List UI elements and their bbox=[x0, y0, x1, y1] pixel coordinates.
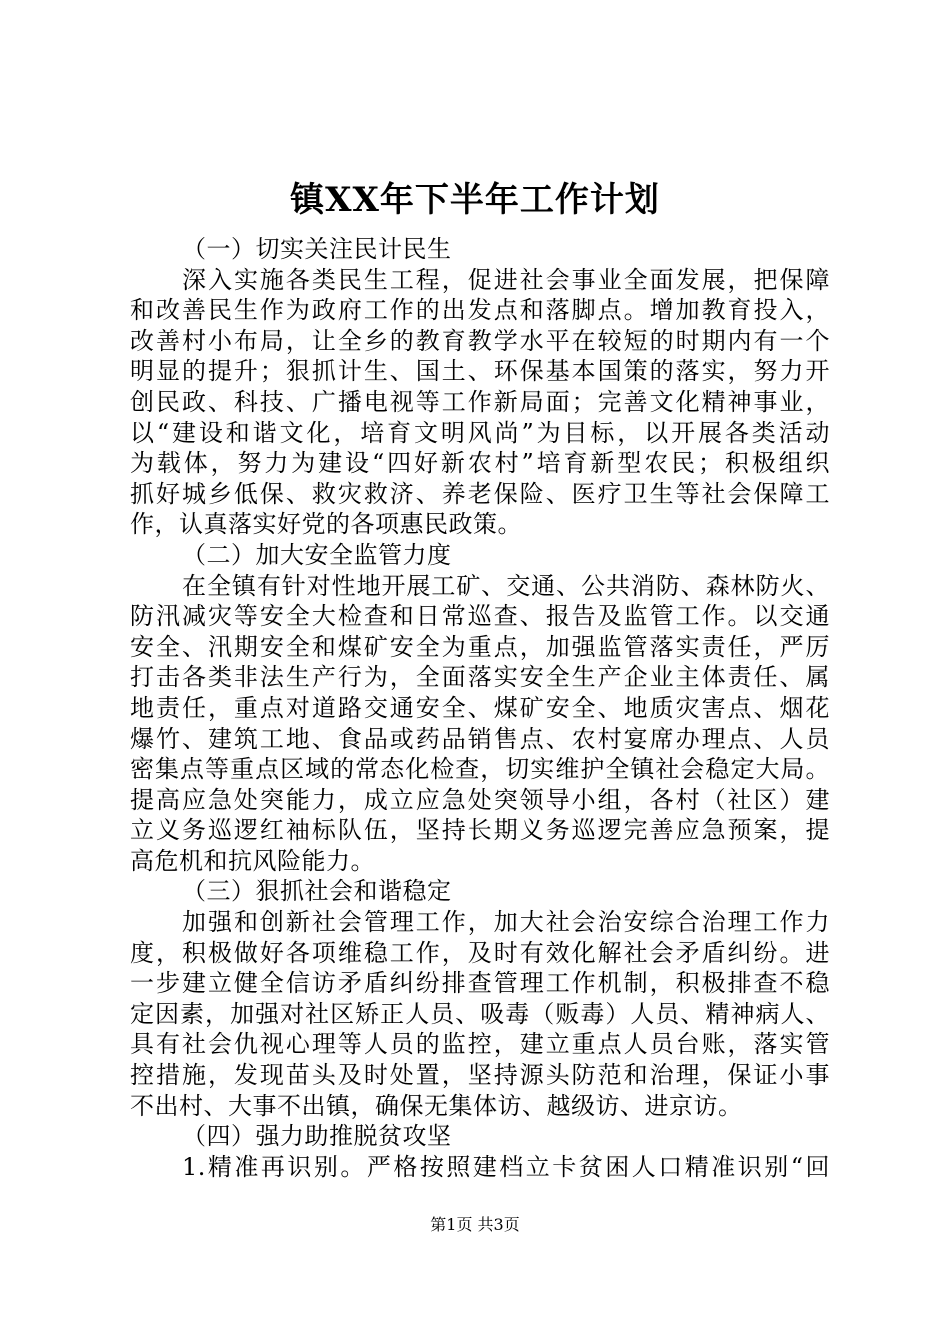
paragraph-line: 以“建设和谐文化，培育文明风尚”为目标，以开展各类活动 bbox=[130, 418, 830, 447]
paragraph-line: 提高应急处突能力，成立应急处突领导小组，各村（社区）建 bbox=[130, 785, 830, 814]
paragraph-line: 控措施，发现苗头及时处置，坚持源头防范和治理，保证小事 bbox=[130, 1061, 830, 1090]
paragraph-line: 安全、汛期安全和煤矿安全为重点，加强监管落实责任，严厉 bbox=[130, 632, 830, 661]
section-heading-2: （二）加大安全监管力度 bbox=[182, 540, 452, 569]
paragraph-line: 地责任，重点对道路交通安全、煤矿安全、地质灾害点、烟花 bbox=[130, 693, 830, 722]
paragraph-line: 爆竹、建筑工地、食品或药品销售点、农村宴席办理点、人员 bbox=[130, 724, 830, 753]
section-heading-4: （四）强力助推脱贫攻坚 bbox=[182, 1122, 452, 1151]
document-title: 镇XX年下半年工作计划 bbox=[290, 180, 660, 220]
paragraph-line: 明显的提升；狠抓计生、国土、环保基本国策的落实，努力开 bbox=[130, 357, 830, 386]
paragraph-line: 抓好城乡低保、救灾救济、养老保险、医疗卫生等社会保障工 bbox=[130, 479, 830, 508]
page-footer: 第1页 共3页 bbox=[430, 1215, 520, 1234]
paragraph-line: 和改善民生作为政府工作的出发点和落脚点。增加教育投入， bbox=[130, 296, 830, 325]
paragraph-line: 1.精准再识别。严格按照建档立卡贫困人口精准识别“回 bbox=[182, 1152, 830, 1181]
document-body bbox=[130, 234, 830, 1182]
paragraph-line: 改善村小布局，让全乡的教育教学水平在较短的时期内有一个 bbox=[130, 326, 830, 355]
paragraph-line: 具有社会仇视心理等人员的监控，建立重点人员台账，落实管 bbox=[130, 1030, 830, 1059]
section-heading-1: （一）切实关注民计民生 bbox=[182, 235, 452, 263]
paragraph-line: 创民政、科技、广播电视等工作新局面；完善文化精神事业， bbox=[130, 387, 830, 416]
paragraph-line: 定因素，加强对社区矫正人员、吸毒（贩毒）人员、精神病人、 bbox=[130, 999, 830, 1028]
section-heading-3: （三）狠抓社会和谐稳定 bbox=[182, 877, 452, 906]
paragraph-line: 不出村、大事不出镇，确保无集体访、越级访、进京访。 bbox=[130, 1091, 743, 1120]
paragraph-line: 深入实施各类民生工程，促进社会事业全面发展，把保障 bbox=[182, 265, 830, 294]
paragraph-line: 作，认真落实好党的各项惠民政策。 bbox=[130, 510, 522, 539]
paragraph-line: 度，积极做好各项维稳工作，及时有效化解社会矛盾纠纷。进 bbox=[130, 938, 830, 967]
paragraph-line: 一步建立健全信访矛盾纠纷排查管理工作机制，积极排查不稳 bbox=[130, 969, 830, 998]
paragraph-line: 为载体，努力为建设“四好新农村”培育新型农民；积极组织 bbox=[130, 449, 830, 478]
paragraph-line: 打击各类非法生产行为，全面落实安全生产企业主体责任、属 bbox=[130, 663, 830, 692]
paragraph-line: 防汛减灾等安全大检查和日常巡查、报告及监管工作。以交通 bbox=[130, 602, 830, 631]
paragraph-line: 高危机和抗风险能力。 bbox=[130, 846, 375, 875]
paragraph-line: 立义务巡逻红袖标队伍，坚持长期义务巡逻完善应急预案，提 bbox=[130, 816, 830, 845]
paragraph-line: 密集点等重点区域的常态化检查，切实维护全镇社会稳定大局。 bbox=[130, 755, 830, 784]
paragraph-line: 加强和创新社会管理工作，加大社会治安综合治理工作力 bbox=[182, 908, 830, 937]
paragraph-line: 在全镇有针对性地开展工矿、交通、公共消防、森林防火、 bbox=[182, 571, 830, 600]
